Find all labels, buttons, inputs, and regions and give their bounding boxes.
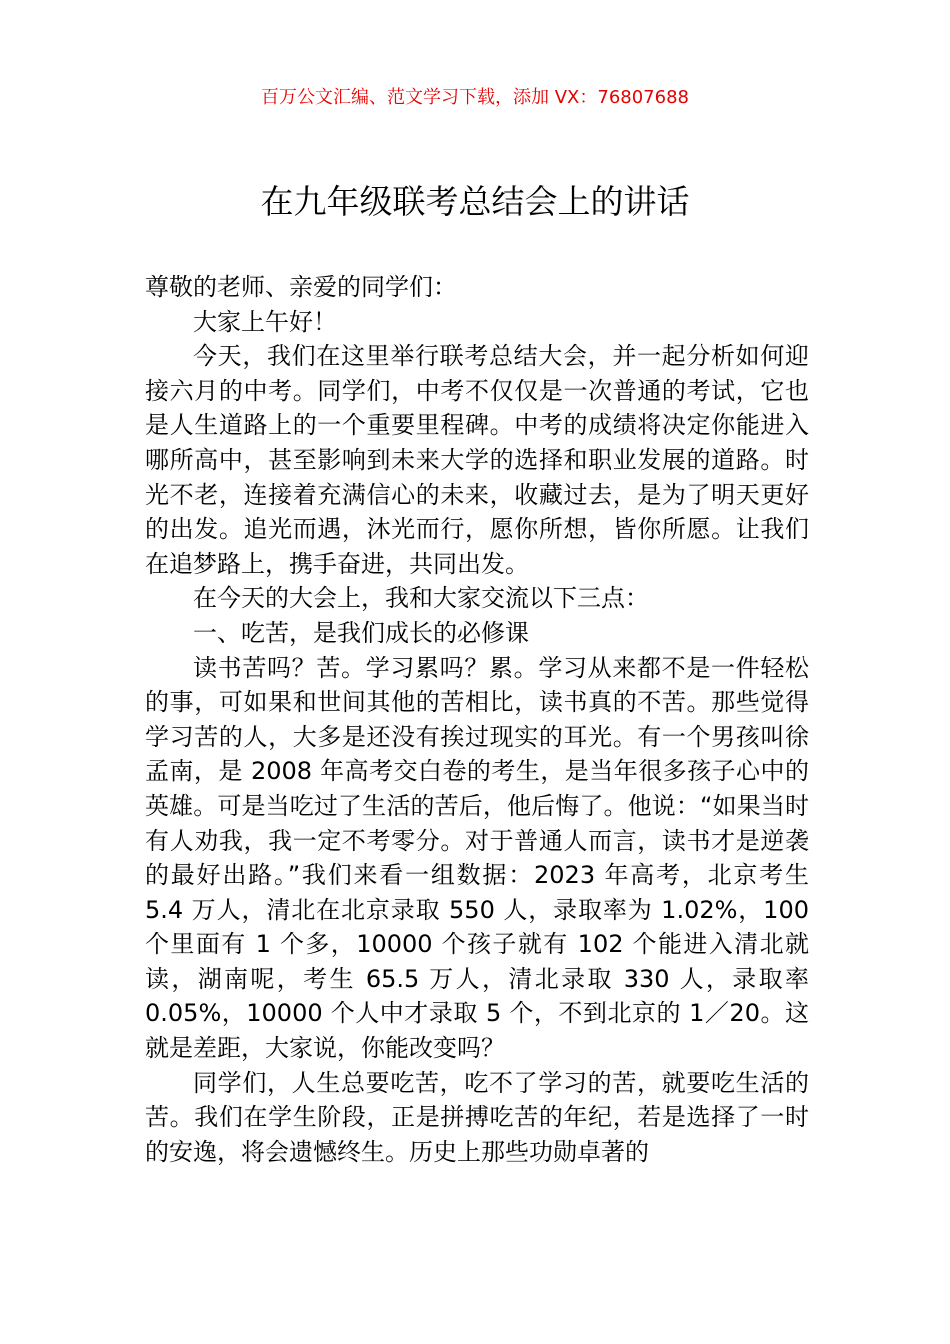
body-paragraph: 读书苦吗？苦。学习累吗？累。学习从来都不是一件轻松的事，可如果和世间其他的苦相比，读书真的不苦。那些觉得学习苦的人，大多是还没有挨过现实的耳光。有一个男孩叫徐孟南，是 2008 年高考交白卷的考生，是当年很多孩子心中的英雄。可是当吃过了生活的苦后，他后悔了。他说：“如果当时有人劝我，我一定不考零分。对于普通人而言，读书才是逆袭的最好出路。”我们来看一组数据：2023 年高考，北京考生 5.4 万人，清北在北京录取 550 人，录取率为 1.02%，100 个里面有 1 个多，10000 个孩子就有 102 个能进入清北就读，湖南呢，考生 65.5 万人，清北录取 330 人，录取率 0.05%，10000 个人中才录取 5 个，不到北京的 1／20。这就是差距，大家说，你能改变吗？ [145,653,809,1063]
body-paragraph: 同学们，人生总要吃苦，吃不了学习的苦，就要吃生活的苦。我们在学生阶段，正是拼搏吃苦的年纪，若是选择了一时的安逸，将会遗憾终生。历史上那些功勋卓著的 [145,1068,809,1166]
intro-paragraph: 今天，我们在这里举行联考总结大会，并一起分析如何迎接六月的中考。同学们，中考不仅仅是一次普通的考试，它也是人生道路上的一个重要里程碑。中考的成绩将决定你能进入哪所高中，甚至影响到未来大学的选择和职业发展的道路。时光不老，连接着充满信心的未来，收藏过去，是为了明天更好的出发。追光而遇，沐光而行，愿你所想，皆你所愿。让我们在追梦路上，携手奋进，共同出发。 [145,342,809,578]
section-heading-1: 一、吃苦，是我们成长的必修课 [193,618,529,647]
greeting-paragraph: 大家上午好！ [193,307,337,336]
outline-paragraph: 在今天的大会上，我和大家交流以下三点： [193,584,649,613]
salutation-paragraph: 尊敬的老师、亲爱的同学们： [145,273,457,301]
document-body [145,270,809,1169]
document-title: 在九年级联考总结会上的讲话 [260,182,690,221]
header-banner: 百万公文汇编、范文学习下载，添加 VX：76807688 [261,87,689,108]
